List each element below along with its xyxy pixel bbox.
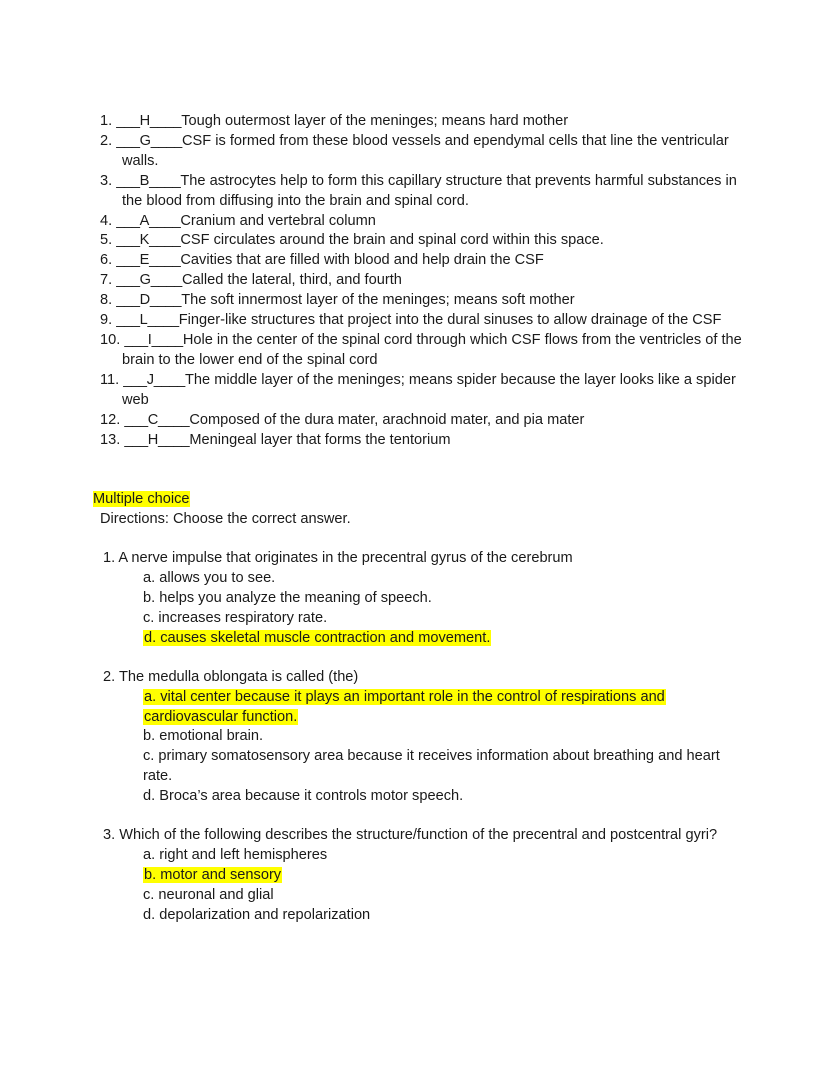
answer-choice-letter: a. xyxy=(144,688,157,705)
answer-choice-text: right and left hemispheres xyxy=(159,847,328,863)
matching-item-text: Tough outermost layer of the meninges; means hard mother xyxy=(181,113,569,129)
answer-choice-letter: a. xyxy=(143,570,156,587)
answer-choice[interactable] xyxy=(143,866,743,886)
matching-item-answer-blank[interactable]: ___E____ xyxy=(116,252,181,269)
answer-choice-highlighted xyxy=(143,689,666,725)
answer-choice-text: emotional brain. xyxy=(159,728,264,745)
answer-choice[interactable] xyxy=(143,688,743,728)
answer-choice[interactable] xyxy=(143,846,743,866)
answer-choice-letter: d. xyxy=(144,629,157,646)
answer-choice-text: primary somatosensory area because it receives information about breathing and heart rate. xyxy=(143,748,720,785)
multiple-choice-heading-text: Multiple choice xyxy=(93,491,190,508)
matching-item-text: The soft innermost layer of the meninges; means soft mother xyxy=(181,292,575,309)
multiple-choice-question xyxy=(93,668,743,807)
matching-item-number: 1. xyxy=(100,113,113,129)
question-text: A nerve impulse that originates in the precentral gyrus of the cerebrum xyxy=(118,550,573,567)
question-stem xyxy=(103,826,743,846)
document-content xyxy=(93,112,743,926)
answer-choice[interactable] xyxy=(143,569,743,589)
answer-choice-content xyxy=(143,907,370,923)
matching-item-number: 8. xyxy=(100,292,113,309)
matching-item-number: 5. xyxy=(100,232,113,249)
matching-item xyxy=(100,311,743,331)
answer-choice-letter: c. xyxy=(143,748,155,765)
matching-item-answer-blank[interactable]: ___G____ xyxy=(116,272,183,289)
matching-item xyxy=(100,431,743,451)
matching-item-answer-blank[interactable]: ___K____ xyxy=(116,232,181,249)
matching-item-answer-blank[interactable]: ___H____ xyxy=(116,113,182,129)
matching-item-answer-blank[interactable]: ___G____ xyxy=(116,132,183,149)
answer-choice-letter: c. xyxy=(143,886,155,903)
matching-item-number: 10. xyxy=(100,331,121,348)
answer-choice-content xyxy=(143,847,327,863)
answer-choice-text: vital center because it plays an important role in the control of respirations and cardiovascular function. xyxy=(144,688,665,725)
answer-choice[interactable] xyxy=(143,629,743,649)
matching-item-answer-blank[interactable]: ___D____ xyxy=(116,292,182,309)
matching-item-answer-blank[interactable]: ___C____ xyxy=(124,411,190,428)
matching-item-text: Finger-like structures that project into the dural sinuses to allow drainage of the CSF xyxy=(178,312,722,329)
question-stem xyxy=(103,668,743,688)
matching-item xyxy=(100,371,743,411)
answer-choice-content xyxy=(143,570,275,586)
matching-item-answer-blank[interactable]: ___J____ xyxy=(123,371,185,388)
matching-item-number: 7. xyxy=(100,272,113,289)
question-number: 1. xyxy=(103,550,116,567)
answer-choice[interactable] xyxy=(143,906,743,926)
matching-item xyxy=(100,172,743,212)
multiple-choice-question xyxy=(93,549,743,649)
matching-item-text: The astrocytes help to form this capillary structure that prevents harmful substances in the blood from diffusing into the brain and spinal cord. xyxy=(122,172,737,209)
answer-choice-text: neuronal and glial xyxy=(158,886,274,903)
answer-choice-text: Broca’s area because it controls motor speech. xyxy=(159,788,464,805)
answer-choice-letter: c. xyxy=(143,609,155,626)
answer-choice-content xyxy=(143,887,274,903)
matching-item-answer-blank[interactable]: ___H____ xyxy=(124,431,190,448)
matching-item-text: Meningeal layer that forms the tentorium xyxy=(189,431,451,448)
matching-item-number: 9. xyxy=(100,312,113,329)
question-stem xyxy=(103,549,743,569)
answer-choice-text: motor and sensory xyxy=(160,866,282,883)
matching-item-number: 2. xyxy=(100,132,113,149)
answer-choice-list xyxy=(93,846,743,926)
matching-item-answer-blank[interactable]: ___I____ xyxy=(124,331,183,348)
matching-item-answer-blank[interactable]: ___A____ xyxy=(116,212,181,229)
matching-item-number: 6. xyxy=(100,252,113,269)
matching-item-number: 13. xyxy=(100,431,121,448)
matching-item-number: 12. xyxy=(100,411,121,428)
answer-choice-highlighted xyxy=(143,867,282,883)
matching-item-text: Cranium and vertebral column xyxy=(180,212,376,229)
matching-item-answer-blank[interactable]: ___B____ xyxy=(116,172,181,189)
matching-question-list xyxy=(93,112,743,450)
matching-item-text: The middle layer of the meninges; means spider because the layer looks like a spider web xyxy=(122,371,736,408)
section-spacer xyxy=(93,450,743,490)
answer-choice-letter: b. xyxy=(143,728,156,745)
answer-choice-content xyxy=(143,610,327,626)
answer-choice[interactable] xyxy=(143,609,743,629)
matching-item-number: 4. xyxy=(100,212,113,229)
matching-item-text: Composed of the dura mater, arachnoid mater, and pia mater xyxy=(189,411,585,428)
matching-item xyxy=(100,251,743,271)
question-text: The medulla oblongata is called (the) xyxy=(118,668,359,685)
matching-item-text: Hole in the center of the spinal cord through which CSF flows from the ventricles of the brain to the lower end of the spinal cord xyxy=(122,331,742,368)
matching-item-answer-blank[interactable]: ___L____ xyxy=(116,312,179,329)
answer-choice[interactable] xyxy=(143,589,743,609)
matching-item xyxy=(100,291,743,311)
answer-choice-content xyxy=(143,788,463,804)
matching-item xyxy=(100,411,743,431)
matching-item xyxy=(100,331,743,371)
answer-choice-text: depolarization and repolarization xyxy=(159,906,371,923)
answer-choice-letter: b. xyxy=(144,866,157,883)
answer-choice[interactable] xyxy=(143,886,743,906)
answer-choice-text: increases respiratory rate. xyxy=(158,609,328,626)
directions-text: Directions: Choose the correct answer. xyxy=(100,511,351,528)
answer-choice[interactable] xyxy=(143,727,743,747)
answer-choice-content xyxy=(143,590,432,606)
question-number: 3. xyxy=(103,827,116,844)
answer-choice-content xyxy=(143,728,263,744)
matching-item-text: Cavities that are filled with blood and help drain the CSF xyxy=(180,252,544,269)
matching-item xyxy=(100,212,743,232)
matching-item-text: Called the lateral, third, and fourth xyxy=(182,272,402,289)
multiple-choice-question-list xyxy=(93,549,743,925)
answer-choice-text: causes skeletal muscle contraction and movement. xyxy=(160,629,491,646)
answer-choice-letter: d. xyxy=(143,788,156,805)
matching-item xyxy=(100,271,743,291)
question-number: 2. xyxy=(103,668,116,685)
answer-choice-list xyxy=(93,688,743,807)
matching-item xyxy=(100,132,743,172)
answer-choice-content xyxy=(143,748,720,784)
matching-item-number: 3. xyxy=(100,172,113,189)
answer-choice-letter: a. xyxy=(143,847,156,863)
question-text: Which of the following describes the structure/function of the precentral and postcentral gyri? xyxy=(119,827,718,844)
answer-choice[interactable] xyxy=(143,787,743,807)
answer-choice-letter: d. xyxy=(143,906,156,923)
matching-item-text: CSF is formed from these blood vessels and ependymal cells that line the ventricular walls. xyxy=(122,132,729,169)
matching-item-number: 11. xyxy=(100,371,120,388)
answer-choice-list xyxy=(93,569,743,649)
multiple-choice-heading xyxy=(93,490,743,510)
matching-item xyxy=(100,112,743,132)
matching-item xyxy=(100,231,743,251)
multiple-choice-question xyxy=(93,826,743,926)
answer-choice-letter: b. xyxy=(143,590,156,607)
answer-choice-highlighted xyxy=(143,630,491,646)
answer-choice-text: allows you to see. xyxy=(159,570,276,587)
answer-choice[interactable] xyxy=(143,747,743,787)
matching-item-text: CSF circulates around the brain and spinal cord within this space. xyxy=(180,232,604,249)
answer-choice-text: helps you analyze the meaning of speech. xyxy=(159,590,432,607)
